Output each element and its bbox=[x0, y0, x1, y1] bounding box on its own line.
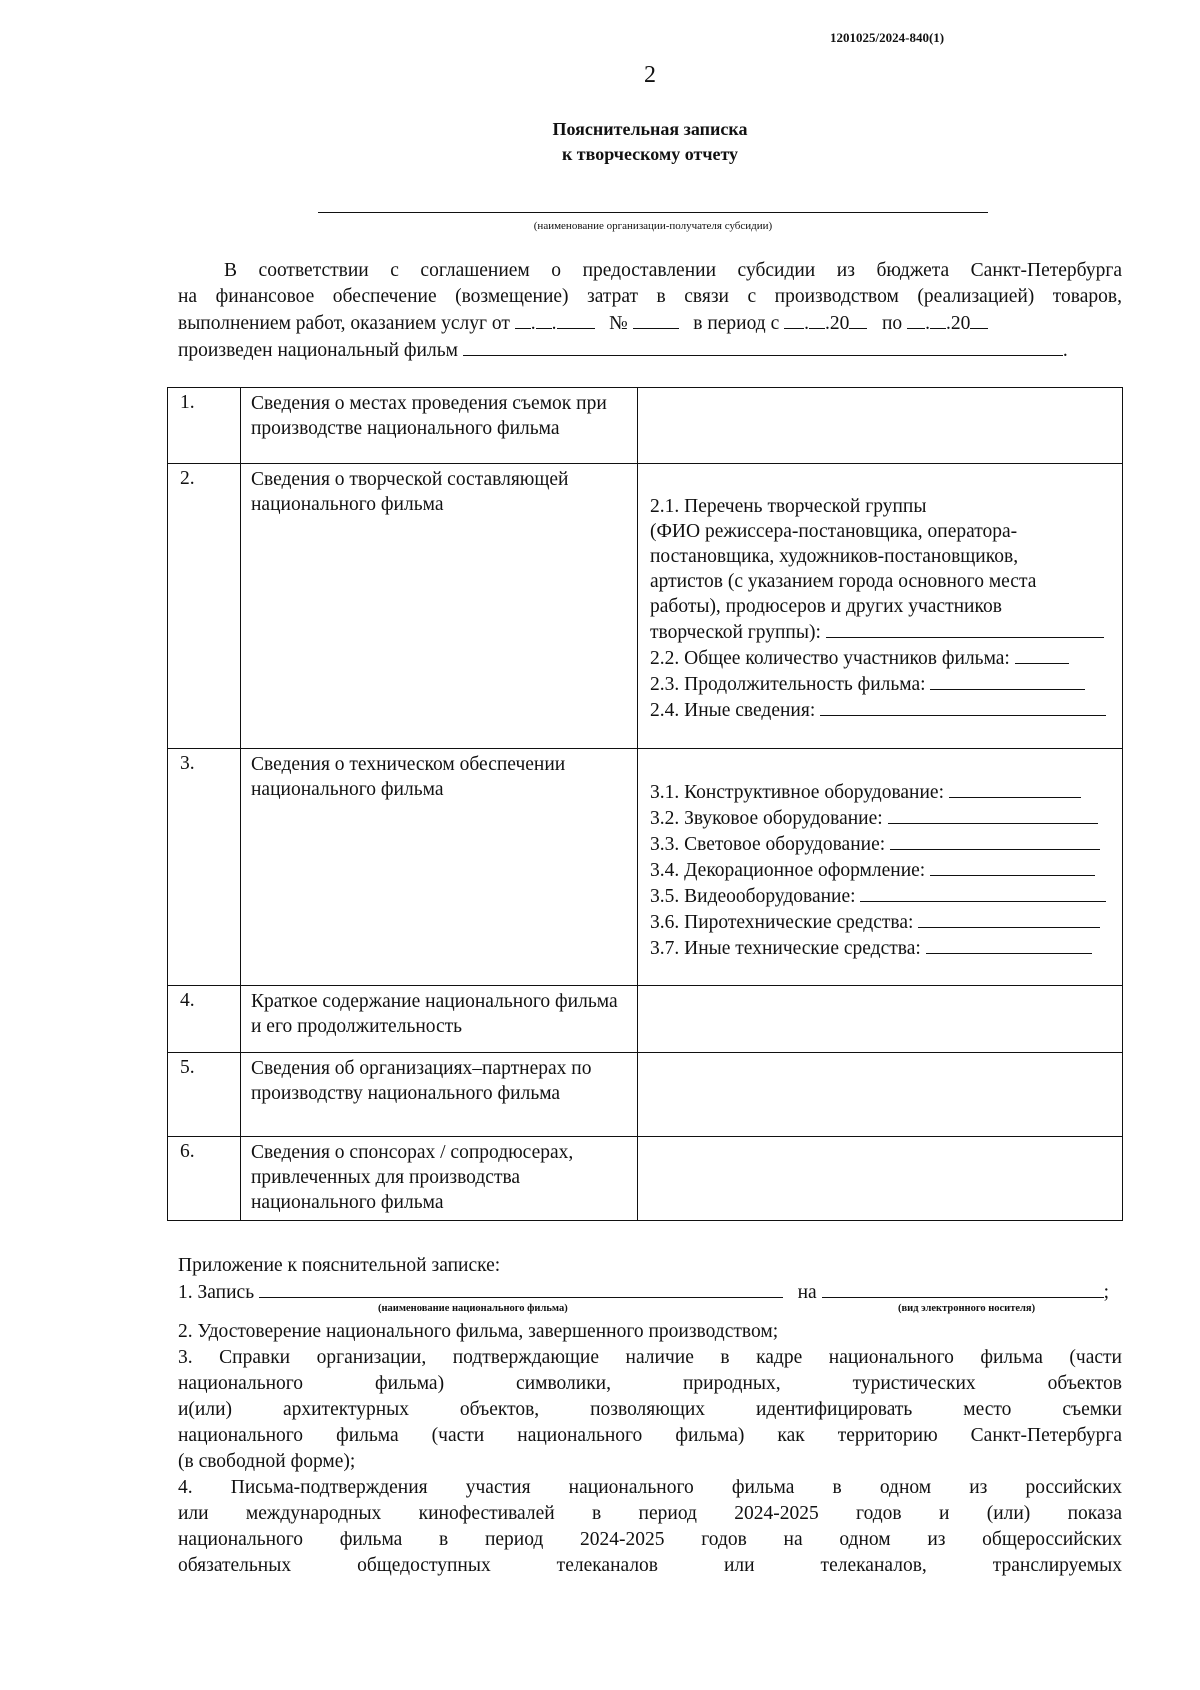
document-title bbox=[300, 117, 1000, 167]
intro-line-4: произведен национальный фильм . bbox=[178, 337, 1122, 364]
intro-paragraph bbox=[178, 258, 1122, 364]
row-number: 1. bbox=[168, 388, 241, 464]
technical-item: 3.1. Конструктивное оборудование: bbox=[650, 779, 1112, 805]
intro-line-1: В соответствии с соглашением о предоставлении субсидии из бюджета Санкт-Петербурга bbox=[224, 260, 1122, 281]
table-row bbox=[168, 986, 1123, 1053]
technical-item: 3.4. Декорационное оформление: bbox=[650, 857, 1112, 883]
creative-item-2-4: 2.4. Иные сведения: bbox=[650, 697, 1112, 723]
appendix-item-1: 1. Запись на ; bbox=[178, 1279, 1122, 1305]
row-title: Краткое содержание национального фильма и его продолжительность bbox=[241, 986, 638, 1053]
row-value-cell bbox=[638, 1053, 1123, 1137]
appendix-heading: Приложение к пояснительной записке: bbox=[178, 1255, 501, 1276]
technical-item: 3.5. Видеооборудование: bbox=[650, 883, 1112, 909]
creative-item-2-3: 2.3. Продолжительность фильма: bbox=[650, 671, 1112, 697]
table-row bbox=[168, 1137, 1123, 1221]
page-number: 2 bbox=[644, 62, 656, 88]
row-number: 3. bbox=[168, 749, 241, 986]
film-name-caption: (наименование национального фильма) bbox=[378, 1303, 568, 1314]
table-row bbox=[168, 388, 1123, 464]
row-number: 2. bbox=[168, 464, 241, 749]
row-value-cell bbox=[638, 1137, 1123, 1221]
creative-item-2-1: 2.1. Перечень творческой группы bbox=[650, 496, 927, 517]
title-line-2: к творческому отчету bbox=[561, 144, 739, 164]
technical-item: 3.2. Звуковое оборудование: bbox=[650, 805, 1112, 831]
technical-item: 3.6. Пиротехнические средства: bbox=[650, 909, 1112, 935]
creative-details-cell: 2.1. Перечень творческой группы (ФИО режиссера-постановщика, оператора- постановщика, художников-постановщиков, артистов (с указанием города основного места работы), продюсеров и других участников творческой группы): 2.2. Общее количество участников фильма: 2.3. Продолжительность фильма: 2.4. Иные сведения: bbox=[638, 464, 1123, 749]
appendix-item-4: 4. Письма-подтверждения участия национального фильма в одном из российских или международных кинофестивалей в период 2024-2025 годов и (или) показа национального фильма в период 2024-2025 годов на одном из общероссийских обязательных общедоступных телеканалов или телеканалов, транслируемых bbox=[178, 1477, 1122, 1576]
appendix-item-3: 3. Справки организации, подтверждающие наличие в кадре национального фильма (части национального фильма) символики, природных, туристических объектов и(или) архитектурных объектов, позволяющих идентифицировать место съемки национального фильма (части национального фильма) как территорию Санкт-Петербурга (в свободной форме); bbox=[178, 1347, 1122, 1472]
row-title: Сведения об организациях–партнерах по производству национального фильма bbox=[241, 1053, 638, 1137]
table-row bbox=[168, 1053, 1123, 1137]
row-value-cell bbox=[638, 388, 1123, 464]
row-number: 5. bbox=[168, 1053, 241, 1137]
document-id: 1201025/2024-840(1) bbox=[830, 30, 945, 45]
appendix-section bbox=[178, 1253, 1122, 1579]
row-value-cell bbox=[638, 986, 1123, 1053]
technical-item: 3.7. Иные технические средства: bbox=[650, 935, 1112, 961]
technical-item: 3.3. Световое оборудование: bbox=[650, 831, 1112, 857]
table-row bbox=[168, 749, 1123, 986]
row-title: Сведения о техническом обеспечении национального фильма bbox=[241, 749, 638, 986]
info-table bbox=[167, 387, 1123, 1221]
intro-line-2: на финансовое обеспечение (возмещение) затрат в связи с производством (реализацией) товаров, bbox=[178, 286, 1122, 307]
intro-line-3: выполнением работ, оказанием услуг от . . № в период с . .20 по . .20 bbox=[178, 310, 1122, 337]
row-number: 4. bbox=[168, 986, 241, 1053]
row-title: Сведения о творческой составляющей национального фильма bbox=[241, 464, 638, 749]
row-title: Сведения о местах проведения съемок при производстве национального фильма bbox=[241, 388, 638, 464]
creative-item-2-2: 2.2. Общее количество участников фильма: bbox=[650, 645, 1112, 671]
technical-details-cell bbox=[638, 749, 1123, 986]
media-type-caption: (вид электронного носителя) bbox=[898, 1303, 1036, 1314]
organization-name-line bbox=[318, 212, 988, 213]
table-row bbox=[168, 464, 1123, 749]
organization-caption: (наименование организации-получателя субсидии) bbox=[533, 220, 773, 232]
appendix-item-2: 2. Удостоверение национального фильма, завершенного производством; bbox=[178, 1321, 779, 1342]
row-number: 6. bbox=[168, 1137, 241, 1221]
title-line-1: Пояснительная записка bbox=[552, 119, 748, 139]
row-title: Сведения о спонсорах / сопродюсерах, привлеченных для производства национального фильма bbox=[241, 1137, 638, 1221]
